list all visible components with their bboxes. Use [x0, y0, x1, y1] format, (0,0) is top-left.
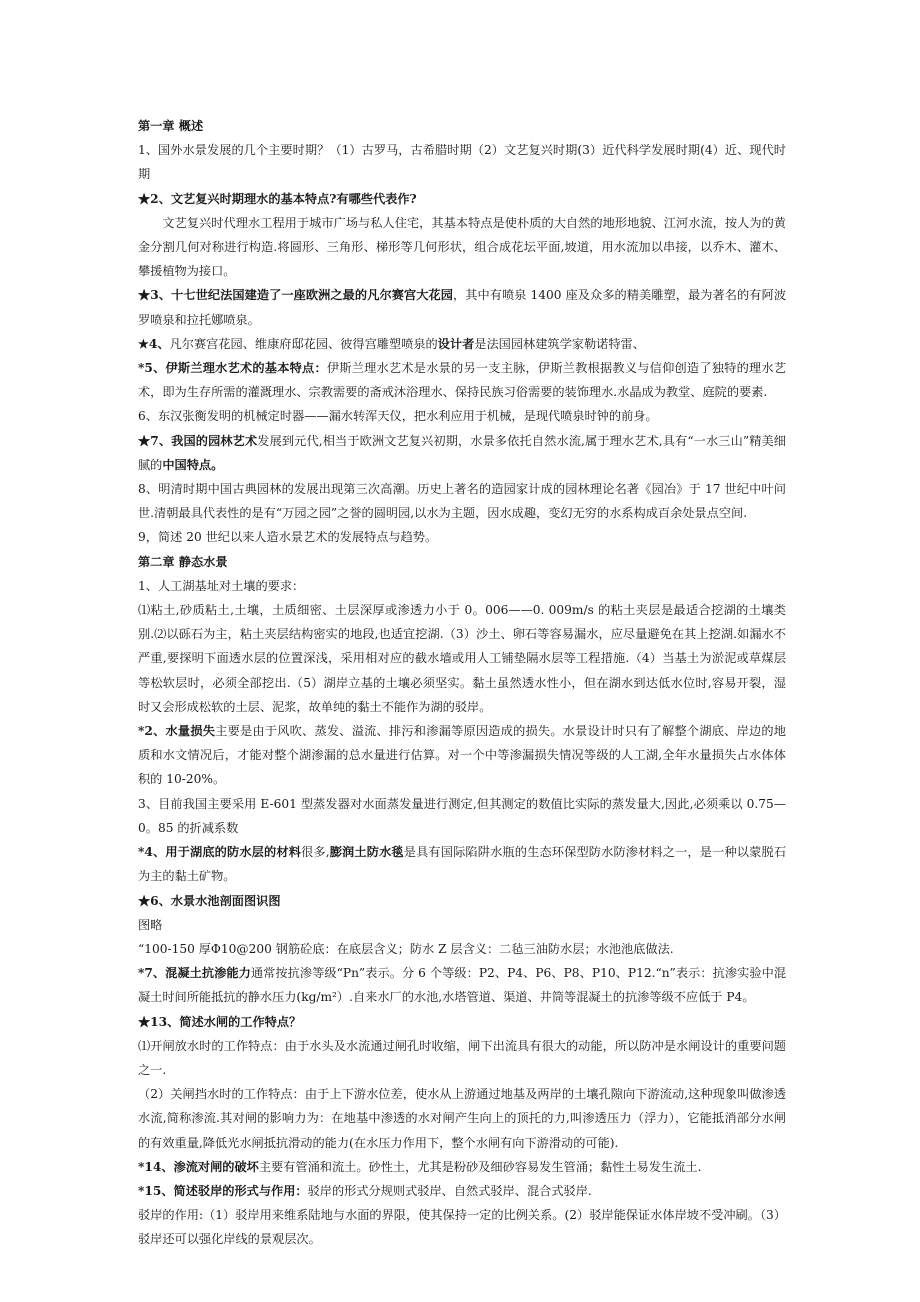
item-3 — [138, 283, 786, 331]
item-ch2-14 — [138, 1155, 786, 1179]
chapter-1-heading: 第一章 概述 — [138, 119, 204, 133]
item-ch2-3: 3、目前我国主要采用 E-601 型蒸发器对水面蒸发量进行测定,但其测定的数值比实际的蒸发量大,因此,必须乘以 0.75—0。85 的折减系数 — [138, 796, 786, 835]
item-ch2-14-key: *14、渗流对闸的破坏 — [138, 1159, 259, 1174]
item-7-end: 中国特点。 — [162, 457, 224, 472]
item-5-key: *5、伊斯兰理水艺术的基本特点： — [138, 361, 327, 376]
item-ch2-13: ★13、简述水闸的工作特点？ — [138, 1014, 302, 1029]
item-2-question: ★2、文艺复兴时期理水的基本特点?有哪些代表作? — [138, 191, 417, 206]
item-ch2-7 — [138, 961, 786, 1009]
item-4-key: 设计者 — [437, 336, 475, 351]
item-ch2-13-part1: ⑴开闸放水时的工作特点：由于水头及水流通过闸孔时收缩，闸下出流具有很大的动能，所以防冲是水闸设计的重要问题之一. — [138, 1038, 786, 1077]
item-ch2-7-text: 通常按抗渗等级“Pn”表示。分 6 个等级：P2、P4、P6、P8、P10、P12.“n”表示：抗渗实验中混凝土时间所能抵抗的静水压力(kg/m²）.自来水厂的水池,水塔管道、渠道、井筒等混凝土的抗渗等级不应低于 P4。 — [138, 966, 787, 1005]
item-3-key: 欧洲之最的凡尔赛宫大花园 — [305, 288, 453, 303]
item-7-key: ★7、我国的园林艺术 — [138, 433, 258, 448]
item-ch2-14-text: 主要有管涌和流土。砂性土，尤其是粉砂及细砂容易发生管涌；黏性土易发生流土. — [258, 1159, 702, 1174]
item-4 — [138, 332, 786, 356]
item-5-text: 伊斯兰理水艺术是水景的另一支主脉，伊斯兰教根据教义与信仰创造了独特的理水艺术，即为生存所需的灌溉理水、宗教需要的斋戒沐浴理水、保持民族习俗需要的装饰理水.水晶成为教堂、庭院的要素. — [138, 361, 787, 400]
item-1: 1、国外水景发展的几个主要时期？（1）古罗马，古希腊时期（2）文艺复兴时期(3）近代科学发展时期(4）近、现代时期 — [138, 143, 786, 182]
chapter-2-heading: 第二章 静态水景 — [138, 554, 228, 569]
item-3-rest: ，其中有喷泉 1400 座及众多的精美雕塑，最为著名的有阿波罗喷泉和拉托娜喷泉。 — [138, 288, 787, 327]
item-ch2-4-rest: 是具有国际陷阱水瓶的生态环保型防水防渗材料之一，是一种以蒙脱石为主的黏土矿物。 — [138, 845, 787, 884]
item-7-text: 发展到元代,相当于欧洲文艺复兴初期，水景多依托自然水流,属于理水艺术,具有“一水三山”精美细腻的 — [138, 433, 786, 472]
item-ch2-1-answer: ⑴粘土,砂质粘土,土壤，土质细密、土层深厚或渗透力小于 0。006——0. 009m/s 的粘土夹层是最适合挖湖的土壤类别.⑵以砾石为主，粘土夹层结构密实的地段,也适宜挖湖.（3）沙土、卵石等容易漏水，应尽量避免在其上挖湖.如漏水不严重,要探明下面透水层的位置深浅，采用相对应的截水墙或用人工铺垫隔水层等工程措施.（4）当基土为淤泥或草煤层等松软层时，必须全部挖出.（5）湖岸立基的土壤必须坚实。黏土虽然透水性小，但在湖水到达低水位时,容易开裂，湿时又会形成松软的土层、泥浆，故单纯的黏土不能作为湖的驳岸。 — [138, 603, 786, 714]
item-ch2-2 — [138, 719, 786, 792]
item-ch2-15-key: *15、简述驳岸的形式与作用： — [138, 1183, 308, 1198]
item-ch2-2-text: 主要是由于风吹、蒸发、溢流、排污和渗漏等原因造成的损失。水景设计时只有了解整个湖底、岸边的地质和水文情况后，才能对整个湖渗漏的总水量进行估算。对一个中等渗漏损失情况等级的人工湖,全年水量损失占水体体积的 10-20%。 — [138, 724, 786, 787]
figure-omitted-note: 图略 — [138, 917, 163, 932]
item-ch2-6-answer: “100-150 厚Φ10@200 钢筋砼底：在底层含义；防水 Z 层含义：二毡三油防水层；水池池底做法. — [138, 941, 674, 956]
item-ch2-4-text: 很多, — [301, 845, 330, 860]
item-2-answer: 文艺复兴时代理水工程用于城市广场与私人住宅，其基本特点是使朴质的大自然的地形地貌、江河水流，按人为的黄金分割几何对称进行构造.将圆形、三角形、梯形等几何形状，组合成花坛平面,坡道，用水流加以串接，以乔木、灌木、攀援植物为接口。 — [138, 215, 786, 279]
item-ch2-4-key2: 膨润土防水毯 — [329, 845, 404, 860]
item-4-rest: 是法国园林建筑学家勒诺特雷、 — [474, 336, 645, 351]
item-3-lead: ★3、十七世纪法国建造了一座 — [138, 288, 306, 303]
item-ch2-4-key: *4、用于湖底的防水层的材料 — [138, 845, 302, 860]
item-4-lead: ★4、 — [138, 336, 170, 351]
item-ch2-6: ★6、水景水池剖面图识图 — [138, 893, 281, 908]
item-7 — [138, 429, 786, 477]
item-ch2-4 — [138, 840, 786, 888]
item-ch2-13-part2: （2）关闸挡水时的工作特点：由于上下游水位差，使水从上游通过地基及两岸的土壤孔隙向下游流动,这种现象叫做渗透水流,简称渗流.其对闸的影响力为：在地基中渗透的水对闸产生向上的顶托的力,叫渗透压力（浮力），它能抵消部分水闸的有效重量,降低光水闸抵抗滑动的能力(在水压力作用下，整个水闸有向下游滑动的可能). — [138, 1087, 786, 1150]
item-8: 8、明清时期中国古典园林的发展出现第三次高潮。历史上著名的造园家计成的园林理论名著《园冶》于 17 世纪中叶问世.清朝最具代表性的是有“万园之园”之誉的圆明园,以水为主题，因水成趣，变幻无穷的水系构成百余处景点空间. — [138, 482, 786, 521]
item-6: 6、东汉张衡发明的机械定时器——漏水转浑天仪，把水利应用于机械，是现代喷泉时钟的前身。 — [138, 409, 658, 424]
document-body — [138, 114, 786, 1252]
item-ch2-15-text: 驳岸的形式分规则式驳岸、自然式驳岸、混合式驳岸. — [307, 1183, 592, 1198]
item-ch2-2-key: *2、水量损失 — [138, 724, 216, 739]
item-4-text: 凡尔赛宫花园、维康府邸花园、彼得宫雕塑喷泉的 — [169, 336, 438, 351]
item-9: 9，简述 20 世纪以来人造水景艺术的发展特点与趋势。 — [138, 530, 438, 545]
item-ch2-15 — [138, 1179, 786, 1203]
item-5 — [138, 356, 786, 404]
item-ch2-1: 1、人工湖基址对土壤的要求： — [138, 578, 305, 593]
item-ch2-7-key: *7、混凝土抗渗能力 — [138, 966, 251, 981]
item-ch2-15-function: 驳岸的作用:（1）驳岸用来维系陆地与水面的界限，使其保持一定的比例关系。(2）驳岸能保证水体岸坡不受冲刷。（3）驳岸还可以强化岸线的景观层次。 — [138, 1208, 786, 1247]
